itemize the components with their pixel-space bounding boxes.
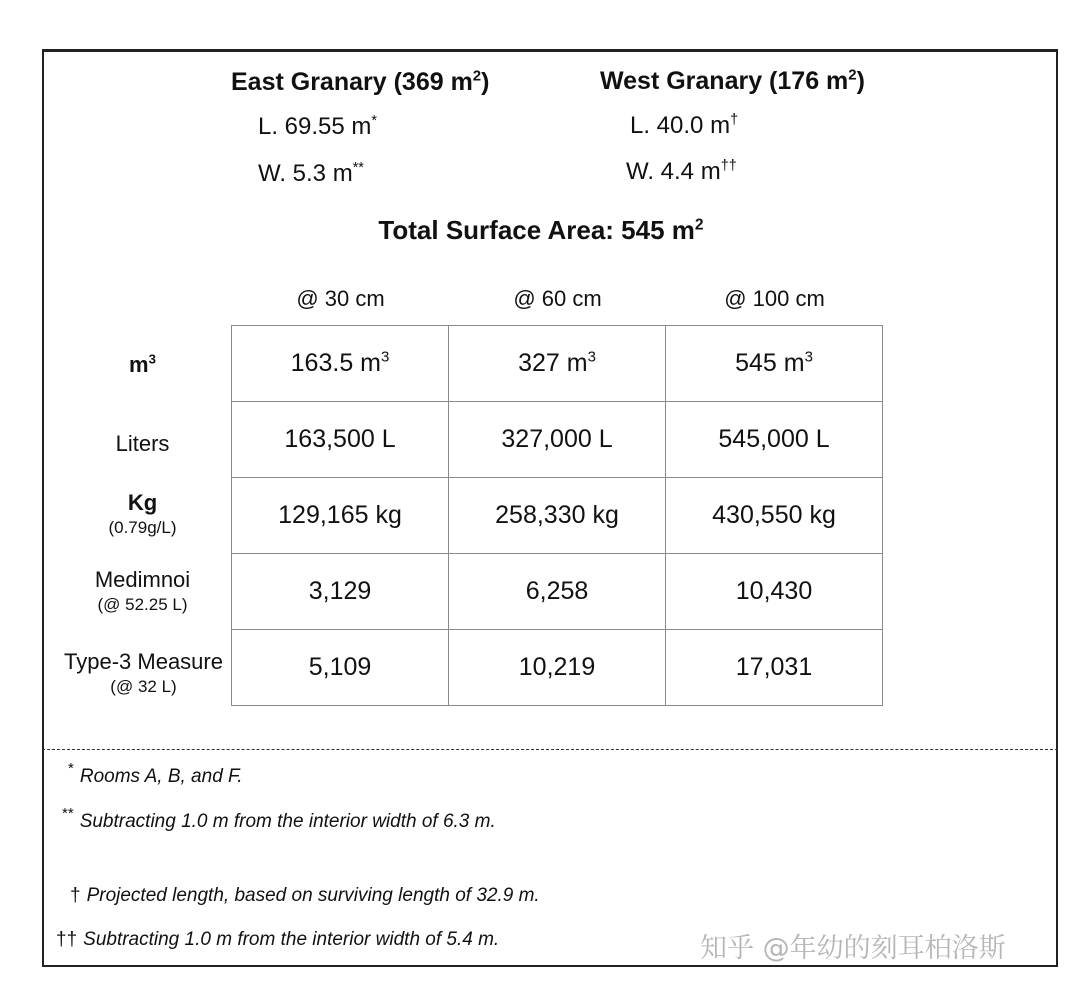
west-granary [600, 67, 865, 96]
east-granary-title: East Granary (369 $m^2$) [231, 67, 490, 96]
total-surface-area: Total Surface Area: 545 $m^2$ [378, 215, 704, 245]
east-width: W. 5.3 m** [258, 160, 364, 187]
table-cell: 545,000 L [666, 402, 883, 478]
watermark: 知乎 @年幼的刻耳柏洛斯 [700, 933, 1006, 964]
table-cell: 10,219 [449, 630, 666, 706]
footnote-separator [42, 749, 1058, 750]
west-length: L. 40.0 m† [630, 112, 739, 139]
row-label-liters: Liters [115, 431, 170, 456]
footnote-1: * Rooms A, B, and F. [68, 760, 243, 787]
row-label-kg: Kg (0.79g/L) [108, 490, 177, 537]
footnote-4: †† Subtracting 1.0 m from the interior width of 5.4 m. [56, 929, 500, 950]
column-header-100cm: @ 100 cm [724, 286, 825, 311]
table-cell: 327 $m^3$ [449, 326, 666, 402]
table-cell: 5,109 [232, 630, 449, 706]
table-cell: 129,165 kg [232, 478, 449, 554]
table-cell: 327,000 L [449, 402, 666, 478]
table-cell: 10,430 [666, 554, 883, 630]
column-header-60cm: @ 60 cm [513, 286, 602, 311]
west-width: W. 4.4 m†† [626, 158, 737, 185]
row-label-type3: Type-3 Measure (@ 32 L) [64, 649, 223, 696]
west-granary-title: West Granary (176 $m^2$) [600, 66, 865, 95]
table-cell: 545 $m^3$ [666, 326, 883, 402]
footnote-3: † Projected length, based on surviving length of 32.9 m. [70, 885, 540, 906]
footnote-2: ** Subtracting 1.0 m from the interior width of 6.3 m. [62, 805, 496, 832]
column-header-30cm: @ 30 cm [296, 286, 385, 311]
table-row [232, 326, 883, 402]
table-cell: 3,129 [232, 554, 449, 630]
table-row [232, 630, 883, 706]
east-granary [231, 68, 489, 97]
capacity-table [231, 325, 883, 706]
row-label-medimnoi: Medimnoi (@ 52.25 L) [94, 567, 191, 614]
table-cell: 17,031 [666, 630, 883, 706]
table-cell: 430,550 kg [666, 478, 883, 554]
table-row [232, 554, 883, 630]
row-label-m3: $m^3$ [129, 351, 156, 377]
table-cell: 6,258 [449, 554, 666, 630]
table-row [232, 478, 883, 554]
east-length: L. 69.55 m* [258, 113, 378, 140]
table-cell: 163.5 $m^3$ [232, 326, 449, 402]
table-row [232, 402, 883, 478]
table-cell: 258,330 kg [449, 478, 666, 554]
table-cell: 163,500 L [232, 402, 449, 478]
